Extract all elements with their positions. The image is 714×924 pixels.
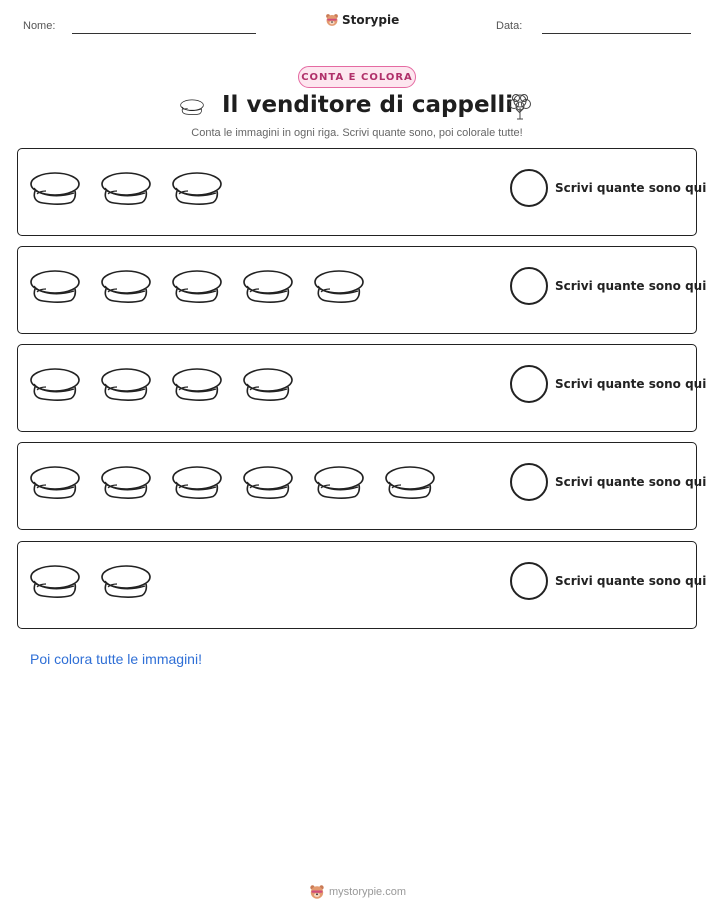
hat-group bbox=[30, 463, 435, 501]
footer-note: Poi colora tutte le immagini! bbox=[30, 651, 202, 667]
hat-icon[interactable] bbox=[30, 463, 80, 501]
tree-icon bbox=[505, 92, 535, 122]
instructions: Conta le immagini in ogni riga. Scrivi quante sono, poi colorale tutte! bbox=[191, 127, 523, 139]
answer-circle[interactable] bbox=[510, 267, 548, 305]
answer-circle[interactable] bbox=[510, 463, 548, 501]
hat-icon[interactable] bbox=[243, 267, 293, 305]
answer-circle[interactable] bbox=[510, 169, 548, 207]
answer-label: Scrivi quante sono qui bbox=[555, 574, 707, 588]
hat-icon[interactable] bbox=[172, 463, 222, 501]
brand-logo bbox=[325, 13, 399, 27]
hat-icon[interactable] bbox=[30, 365, 80, 403]
hat-icon[interactable] bbox=[30, 562, 80, 600]
answer-label: Scrivi quante sono qui bbox=[555, 377, 707, 391]
count-row bbox=[17, 246, 707, 334]
hat-icon[interactable] bbox=[101, 463, 151, 501]
page-title: Il venditore di cappelli bbox=[222, 92, 514, 118]
hat-icon bbox=[179, 98, 205, 116]
hat-icon[interactable] bbox=[314, 463, 364, 501]
hat-icon[interactable] bbox=[243, 463, 293, 501]
hat-icon[interactable] bbox=[243, 365, 293, 403]
site-url: mystorypie.com bbox=[329, 886, 407, 898]
answer-label: Scrivi quante sono qui bbox=[555, 279, 707, 293]
hat-icon[interactable] bbox=[101, 562, 151, 600]
hat-group bbox=[30, 562, 151, 600]
answer-label: Scrivi quante sono qui bbox=[555, 475, 707, 489]
answer-circle[interactable] bbox=[510, 365, 548, 403]
hat-icon[interactable] bbox=[101, 169, 151, 207]
hat-icon[interactable] bbox=[101, 365, 151, 403]
hat-icon[interactable] bbox=[172, 365, 222, 403]
hat-icon[interactable] bbox=[101, 267, 151, 305]
name-field[interactable] bbox=[72, 33, 256, 34]
hat-icon[interactable] bbox=[30, 169, 80, 207]
title-block bbox=[0, 92, 714, 122]
date-field[interactable] bbox=[542, 33, 691, 34]
count-row bbox=[17, 148, 707, 236]
count-row bbox=[17, 541, 707, 629]
footer-site bbox=[309, 884, 406, 900]
activity-badge: CONTA E COLORA bbox=[298, 66, 416, 88]
hat-group bbox=[30, 365, 293, 403]
name-label: Nome: bbox=[23, 20, 56, 32]
hat-icon[interactable] bbox=[385, 463, 435, 501]
answer-label: Scrivi quante sono qui bbox=[555, 181, 707, 195]
bear-logo-icon bbox=[309, 884, 325, 900]
bear-logo-icon bbox=[325, 13, 339, 27]
hat-icon[interactable] bbox=[172, 169, 222, 207]
hat-icon[interactable] bbox=[30, 267, 80, 305]
brand-name: Storypie bbox=[342, 13, 400, 27]
hat-icon[interactable] bbox=[172, 267, 222, 305]
hat-group bbox=[30, 169, 222, 207]
answer-circle[interactable] bbox=[510, 562, 548, 600]
hat-icon[interactable] bbox=[314, 267, 364, 305]
date-label: Data: bbox=[496, 20, 523, 32]
count-row bbox=[17, 442, 707, 530]
hat-group bbox=[30, 267, 364, 305]
count-row bbox=[17, 344, 707, 432]
